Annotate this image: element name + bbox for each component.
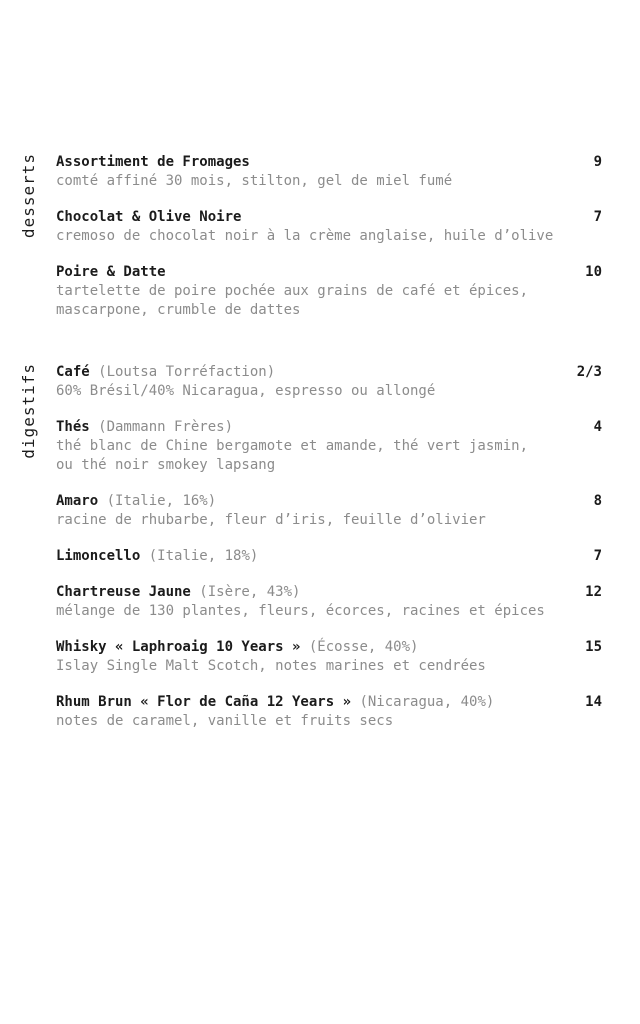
- item-name: Limoncello: [56, 548, 141, 564]
- item-description-line: cremoso de chocolat noir à la crème anglaise, huile d’olive: [56, 228, 554, 244]
- menu-item: [56, 492, 602, 530]
- item-price: 8: [593, 493, 602, 509]
- section-content: [56, 153, 602, 320]
- item-description: [56, 227, 602, 246]
- menu-item: [56, 363, 602, 401]
- item-price: 4: [593, 419, 602, 435]
- menu-item: [56, 263, 602, 320]
- item-price: 15: [585, 639, 602, 655]
- item-price: 12: [585, 584, 602, 600]
- menu-item: [56, 418, 602, 475]
- item-description-line: mascarpone, crumble de dattes: [56, 302, 301, 318]
- item-description: [56, 657, 602, 676]
- item-note: (Écosse, 40%): [300, 639, 419, 655]
- menu-item-title: [56, 492, 216, 511]
- menu-item-header: [56, 693, 602, 712]
- item-price: 9: [593, 154, 602, 170]
- item-name: Amaro: [56, 493, 99, 509]
- item-name: Poire & Datte: [56, 264, 166, 280]
- item-description-line: racine de rhubarbe, fleur d’iris, feuille d’olivier: [56, 512, 486, 528]
- menu-item-header: [56, 638, 602, 657]
- menu-item: [56, 693, 602, 731]
- menu-item-title: [56, 263, 166, 282]
- menu-item-header: [56, 263, 602, 282]
- item-price: 7: [593, 548, 602, 564]
- menu-item-header: [56, 492, 602, 511]
- item-note: (Italie, 18%): [140, 548, 259, 564]
- item-description-line: notes de caramel, vanille et fruits secs: [56, 713, 394, 729]
- menu-item-header: [56, 547, 602, 566]
- item-price: 2/3: [576, 364, 602, 380]
- menu-section-desserts: [0, 153, 640, 320]
- item-name: Chartreuse Jaune: [56, 584, 191, 600]
- section-content: [56, 363, 602, 731]
- item-note: (Dammann Frères): [89, 419, 234, 435]
- item-description: [56, 712, 602, 731]
- item-price: 10: [585, 264, 602, 280]
- item-description: [56, 602, 602, 621]
- item-note: (Nicaragua, 40%): [351, 694, 495, 710]
- item-description: [56, 511, 602, 530]
- menu-item: [56, 208, 602, 246]
- menu-item-header: [56, 418, 602, 437]
- menu-item-header: [56, 583, 602, 602]
- menu-item-title: [56, 208, 241, 227]
- section-label: digestifs: [18, 363, 38, 459]
- menu-item-title: [56, 547, 258, 566]
- item-name: Chocolat & Olive Noire: [56, 209, 242, 225]
- item-description-line: tartelette de poire pochée aux grains de café et épices,: [56, 283, 529, 299]
- item-description: [56, 382, 602, 401]
- menu-item-title: [56, 153, 250, 172]
- item-note: (Italie, 16%): [98, 493, 217, 509]
- menu-item-title: [56, 638, 418, 657]
- section-label-column: [0, 363, 56, 459]
- item-note: (Isère, 43%): [190, 584, 301, 600]
- menu-item: [56, 583, 602, 621]
- menu-section-digestifs: [0, 363, 640, 731]
- menu-item-title: [56, 363, 275, 382]
- item-name: Whisky « Laphroaig 10 Years »: [56, 639, 301, 655]
- item-name: Thés: [56, 419, 90, 435]
- menu-item: [56, 547, 602, 566]
- item-description: [56, 172, 602, 191]
- menu-item-title: [56, 418, 233, 437]
- item-description: [56, 437, 602, 475]
- menu-item-title: [56, 693, 494, 712]
- item-note: (Loutsa Torréfaction): [89, 364, 276, 380]
- item-description-line: thé blanc de Chine bergamote et amande, thé vert jasmin,: [56, 438, 529, 454]
- item-name: Rhum Brun « Flor de Caña 12 Years »: [56, 694, 352, 710]
- item-name: Café: [56, 364, 90, 380]
- menu-item: [56, 153, 602, 191]
- menu-item-header: [56, 208, 602, 227]
- menu-item-header: [56, 153, 602, 172]
- menu-item-header: [56, 363, 602, 382]
- item-description-line: ou thé noir smokey lapsang: [56, 457, 276, 473]
- item-description-line: mélange de 130 plantes, fleurs, écorces, racines et épices: [56, 603, 545, 619]
- item-description-line: 60% Brésil/40% Nicaragua, espresso ou allongé: [56, 383, 436, 399]
- item-description-line: comté affiné 30 mois, stilton, gel de miel fumé: [56, 173, 453, 189]
- item-price: 14: [585, 694, 602, 710]
- item-description: [56, 282, 602, 320]
- section-label-column: [0, 153, 56, 238]
- item-name: Assortiment de Fromages: [56, 154, 250, 170]
- menu-item: [56, 638, 602, 676]
- item-price: 7: [593, 209, 602, 225]
- menu-item-title: [56, 583, 300, 602]
- item-description-line: Islay Single Malt Scotch, notes marines et cendrées: [56, 658, 486, 674]
- section-label: desserts: [18, 153, 38, 239]
